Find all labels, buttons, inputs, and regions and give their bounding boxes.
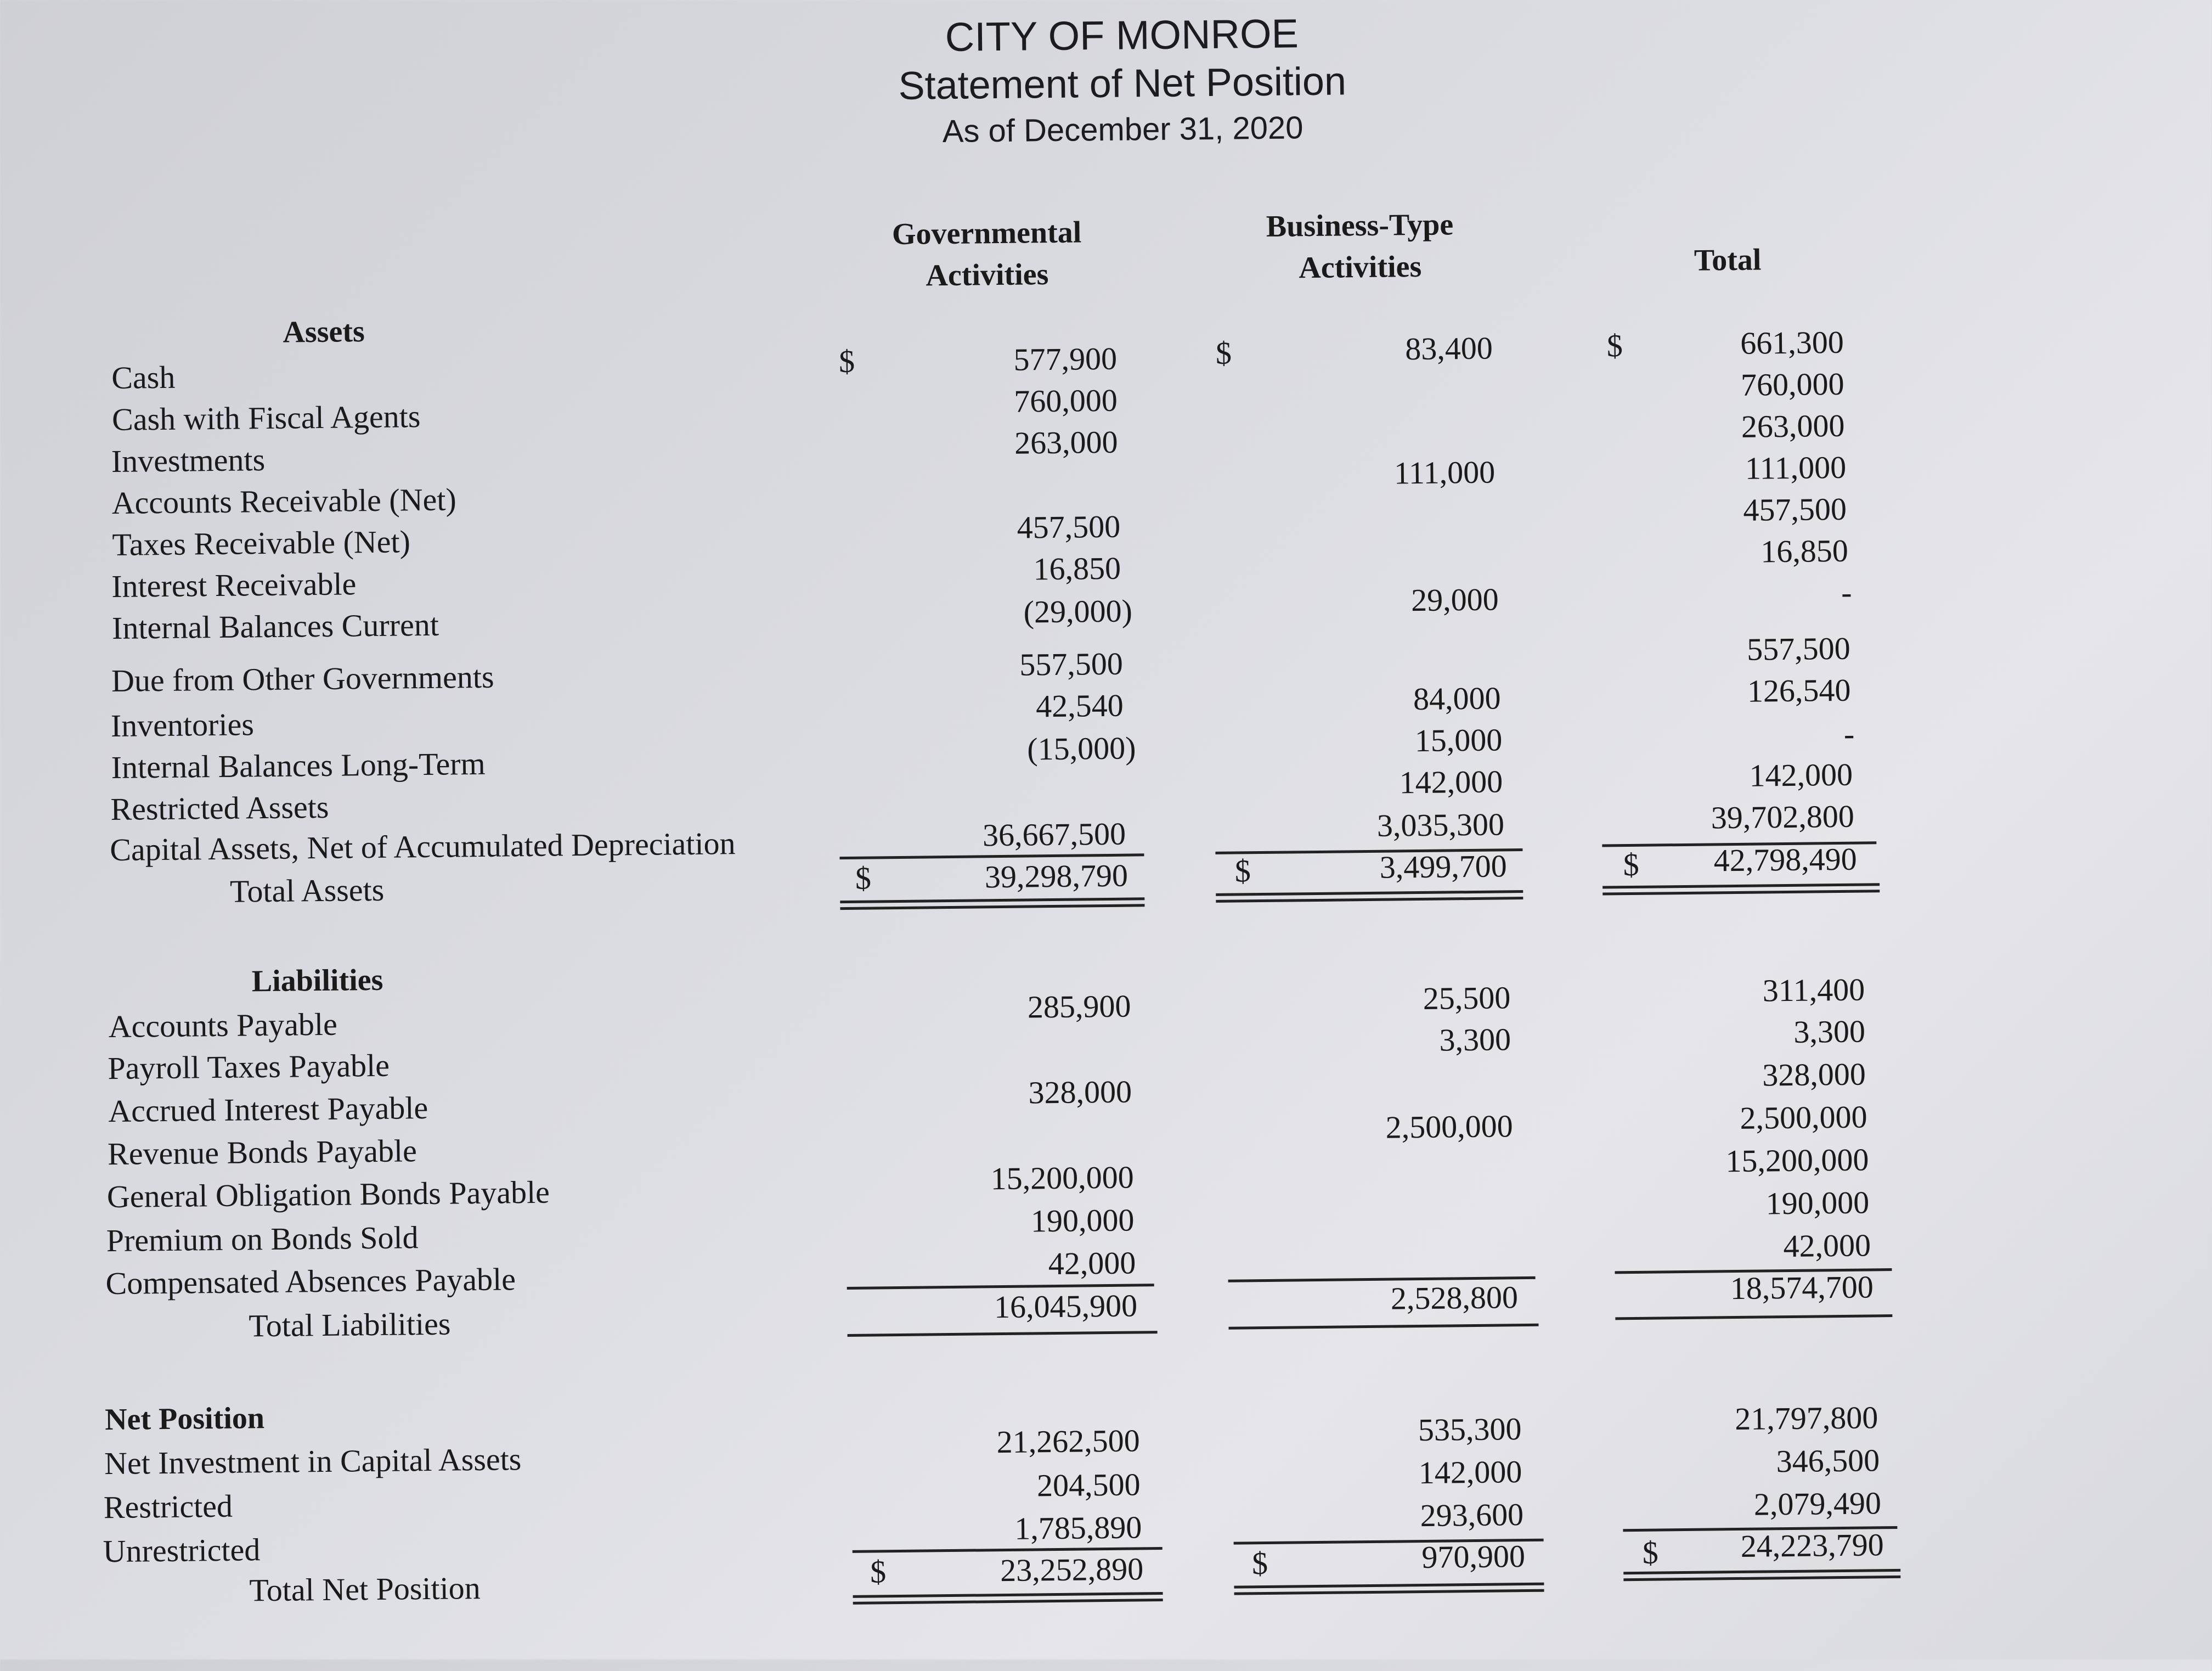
underline bbox=[1615, 1314, 1892, 1320]
value-governmental: 263,000 bbox=[1014, 424, 1118, 461]
row-label: Total Liabilities bbox=[249, 1306, 451, 1344]
section-title-net-position: Net Position bbox=[104, 1401, 265, 1437]
row-label: Compensated Absences Payable bbox=[105, 1261, 516, 1302]
currency-symbol: $ bbox=[838, 343, 855, 380]
value-total: 42,798,490 bbox=[1713, 841, 1857, 879]
value-total: 142,000 bbox=[1749, 756, 1853, 794]
value-governmental: 36,667,500 bbox=[982, 815, 1126, 853]
row-label: Inventories bbox=[110, 706, 255, 744]
row-label: Accrued Interest Payable bbox=[108, 1089, 428, 1129]
value-governmental: 190,000 bbox=[1030, 1202, 1135, 1239]
value-governmental: 21,262,500 bbox=[996, 1422, 1140, 1460]
double-underline bbox=[853, 1599, 1163, 1605]
value-governmental: (29,000) bbox=[1023, 593, 1133, 630]
value-total: 18,574,700 bbox=[1730, 1269, 1874, 1307]
row-label: Cash bbox=[111, 359, 176, 396]
value-total: 21,797,800 bbox=[1734, 1399, 1878, 1437]
row-label: Restricted bbox=[103, 1488, 233, 1526]
underline bbox=[848, 1331, 1158, 1337]
value-business: 3,499,700 bbox=[1379, 848, 1508, 885]
value-governmental: 577,900 bbox=[1013, 340, 1118, 378]
double-underline bbox=[1623, 1576, 1900, 1581]
row-label: Total Assets bbox=[229, 871, 385, 909]
statement-date: As of December 31, 2020 bbox=[942, 110, 1304, 150]
value-total: 263,000 bbox=[1741, 407, 1845, 445]
row-label: Total Net Position bbox=[249, 1570, 481, 1608]
value-governmental: 760,000 bbox=[1013, 382, 1118, 419]
double-underline bbox=[840, 897, 1144, 903]
value-total: 24,223,790 bbox=[1740, 1527, 1884, 1564]
value-total: - bbox=[1843, 716, 1855, 752]
value-total: 557,500 bbox=[1746, 630, 1850, 667]
row-label: Internal Balances Current bbox=[111, 606, 439, 646]
value-total: 346,500 bbox=[1776, 1442, 1880, 1479]
value-business: 142,000 bbox=[1399, 763, 1503, 801]
column-header-governmental-line1: Governmental bbox=[891, 215, 1082, 252]
double-underline bbox=[1623, 1569, 1900, 1574]
row-label: General Obligation Bonds Payable bbox=[106, 1174, 550, 1215]
value-total: 328,000 bbox=[1762, 1056, 1866, 1093]
value-business: 84,000 bbox=[1413, 680, 1501, 717]
column-header-total: Total bbox=[1694, 243, 1762, 278]
value-governmental: 16,850 bbox=[1033, 550, 1121, 587]
row-label: Capital Assets, Net of Accumulated Depreciation bbox=[109, 825, 736, 868]
row-label: Premium on Bonds Sold bbox=[106, 1219, 419, 1259]
value-governmental: 15,200,000 bbox=[990, 1159, 1134, 1197]
currency-symbol: $ bbox=[870, 1554, 887, 1590]
value-total: 760,000 bbox=[1740, 365, 1844, 403]
value-business: 15,000 bbox=[1414, 722, 1503, 759]
value-total: 15,200,000 bbox=[1725, 1141, 1869, 1179]
section-title-assets: Assets bbox=[283, 314, 365, 350]
value-governmental: 204,500 bbox=[1036, 1466, 1141, 1504]
column-header-governmental bbox=[816, 211, 1158, 297]
value-total: 3,300 bbox=[1793, 1013, 1866, 1050]
value-governmental: 16,045,900 bbox=[994, 1287, 1138, 1325]
column-header-business-line2: Activities bbox=[1299, 249, 1422, 285]
double-underline bbox=[840, 904, 1144, 910]
double-underline bbox=[1602, 883, 1880, 888]
double-underline bbox=[1602, 890, 1880, 895]
double-underline bbox=[1216, 890, 1523, 896]
value-business: 293,600 bbox=[1420, 1496, 1524, 1534]
value-governmental: 23,252,890 bbox=[1000, 1551, 1144, 1589]
value-business: 3,300 bbox=[1439, 1021, 1511, 1058]
column-header-governmental-line2: Activities bbox=[926, 257, 1049, 293]
section-title-liabilities: Liabilities bbox=[251, 963, 383, 999]
value-governmental: 328,000 bbox=[1028, 1073, 1132, 1111]
row-label: Due from Other Governments bbox=[111, 659, 494, 699]
row-label: Accounts Receivable (Net) bbox=[111, 481, 457, 521]
value-business: 25,500 bbox=[1423, 980, 1511, 1016]
row-label: Revenue Bonds Payable bbox=[107, 1133, 417, 1172]
row-label: Unrestricted bbox=[103, 1532, 261, 1569]
column-header-business-line1: Business-Type bbox=[1266, 207, 1454, 244]
value-total: 311,400 bbox=[1762, 971, 1865, 1009]
currency-symbol: $ bbox=[1215, 335, 1232, 371]
value-total: 39,702,800 bbox=[1711, 798, 1855, 836]
row-label: Accounts Payable bbox=[108, 1006, 338, 1045]
value-business: 83,400 bbox=[1405, 330, 1493, 367]
currency-symbol: $ bbox=[1606, 328, 1623, 364]
currency-symbol: $ bbox=[1234, 853, 1251, 889]
underline bbox=[1228, 1324, 1538, 1330]
value-business: 535,300 bbox=[1418, 1411, 1522, 1448]
currency-symbol: $ bbox=[855, 860, 872, 896]
value-governmental: 39,298,790 bbox=[984, 857, 1128, 895]
row-label: Taxes Receivable (Net) bbox=[112, 524, 411, 562]
value-governmental: 1,785,890 bbox=[1014, 1509, 1142, 1546]
value-total: 42,000 bbox=[1783, 1227, 1871, 1264]
value-total: 190,000 bbox=[1765, 1184, 1870, 1222]
double-underline bbox=[853, 1592, 1163, 1598]
value-business: 970,900 bbox=[1421, 1538, 1526, 1576]
value-business: 111,000 bbox=[1393, 454, 1496, 491]
row-label: Interest Receivable bbox=[111, 566, 357, 604]
value-total: 2,079,490 bbox=[1753, 1485, 1882, 1522]
value-governmental: 42,000 bbox=[1048, 1245, 1136, 1282]
double-underline bbox=[1234, 1589, 1544, 1595]
value-total: 16,850 bbox=[1760, 532, 1849, 570]
value-business: 3,035,300 bbox=[1376, 806, 1505, 843]
double-underline bbox=[1216, 897, 1523, 903]
value-business: 142,000 bbox=[1418, 1454, 1522, 1491]
row-label: Cash with Fiscal Agents bbox=[111, 398, 421, 437]
value-total: - bbox=[1841, 574, 1852, 610]
column-header-business bbox=[1189, 203, 1531, 290]
currency-symbol: $ bbox=[1251, 1545, 1268, 1582]
currency-symbol: $ bbox=[1623, 846, 1640, 883]
row-label: Restricted Assets bbox=[110, 789, 329, 827]
row-label: Net Investment in Capital Assets bbox=[104, 1441, 522, 1482]
value-business: 2,528,800 bbox=[1390, 1279, 1519, 1316]
value-total: 126,540 bbox=[1747, 672, 1851, 709]
value-governmental: 457,500 bbox=[1017, 508, 1121, 545]
row-label: Internal Balances Long-Term bbox=[111, 745, 486, 785]
double-underline bbox=[1234, 1583, 1544, 1589]
value-total: 111,000 bbox=[1745, 449, 1847, 486]
value-business: 2,500,000 bbox=[1385, 1108, 1514, 1145]
value-total: 457,500 bbox=[1743, 491, 1847, 528]
value-total: 661,300 bbox=[1740, 324, 1844, 361]
value-governmental: 557,500 bbox=[1019, 645, 1124, 683]
entity-title: CITY OF MONROE bbox=[945, 10, 1299, 60]
row-label: Payroll Taxes Payable bbox=[108, 1047, 390, 1087]
value-business: 29,000 bbox=[1410, 581, 1499, 618]
row-label: Investments bbox=[111, 442, 266, 479]
value-governmental: 285,900 bbox=[1027, 988, 1131, 1025]
value-governmental: 42,540 bbox=[1035, 687, 1124, 724]
statement-title: Statement of Net Position bbox=[898, 59, 1347, 108]
currency-symbol: $ bbox=[1642, 1534, 1659, 1571]
value-total: 2,500,000 bbox=[1740, 1099, 1867, 1136]
value-governmental: (15,000) bbox=[1026, 730, 1136, 767]
